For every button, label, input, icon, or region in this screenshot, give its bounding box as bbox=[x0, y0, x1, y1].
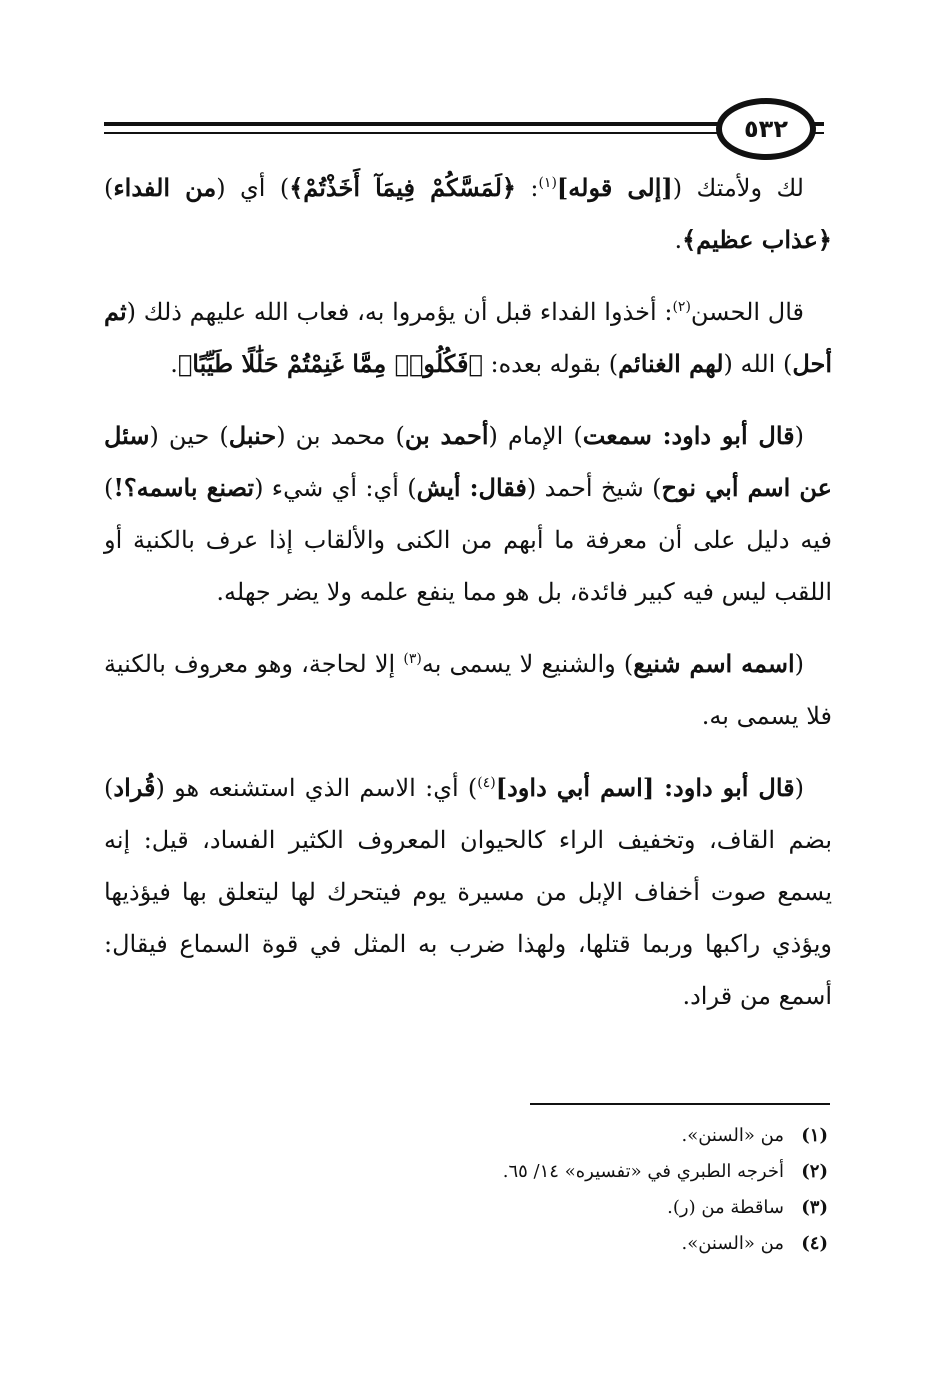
text-run: ثم أحل bbox=[104, 297, 832, 378]
text-run: : bbox=[515, 174, 539, 202]
text-run: ) bbox=[104, 174, 114, 202]
text-run: ) أي: الاسم الذي استشنعه هو ( bbox=[155, 774, 478, 802]
text-run: سئل عن اسم أبي نوح bbox=[104, 421, 833, 502]
text-run: ) محمد بن ( bbox=[276, 422, 405, 450]
text-run: ) والشنيع لا يسمى به bbox=[421, 650, 634, 678]
footnote-number: (٣) bbox=[801, 1197, 828, 1218]
text-run: ) الإمام ( bbox=[488, 422, 583, 450]
quran-quote: ﴿فَكُلُوا۟ مِمَّا غَنِمْتُمْ حَلَٰلًا طَيِّبًا﴾ bbox=[177, 349, 483, 378]
text-run: ) بقوله بعده: bbox=[482, 350, 619, 378]
text-run: من الفداء bbox=[113, 173, 217, 202]
footnote-divider bbox=[530, 1103, 830, 1105]
quran-quote: ﴿لَمَسَّكُمْ فِيمَآ أَخَذْتُمْ﴾ bbox=[289, 173, 516, 202]
text-run: قال أبو داود: [اسم أبي داود] bbox=[495, 773, 795, 802]
text-run: ( bbox=[794, 422, 805, 450]
text-run: لك ولأمتك ( bbox=[672, 174, 804, 202]
footnotes bbox=[104, 1118, 828, 1262]
text-run: ) فيه دليل على أن معرفة ما أبهم من الكنى والألقاب إذا عرف بالكنية أو اللقب ليس فيه كبير فائدة، بل هو مما ينفع علمه ولا يضر جهله. bbox=[104, 474, 832, 606]
text-run: ) حين ( bbox=[149, 422, 229, 450]
text-run: [إلى قوله] bbox=[556, 173, 673, 202]
text-run: إلا لحاجة، وهو معروف بالكنية فلا يسمى به. bbox=[104, 650, 832, 730]
text-run: قُراد bbox=[113, 773, 156, 802]
footnote-text: من «السنن». bbox=[681, 1125, 784, 1146]
footnote-text: من «السنن». bbox=[681, 1233, 784, 1254]
footnote-ref: (١) bbox=[538, 175, 557, 191]
body-text bbox=[104, 162, 832, 1042]
footnote-ref: (٢) bbox=[672, 299, 691, 315]
paragraph bbox=[104, 410, 832, 618]
text-run: ) الله ( bbox=[723, 350, 793, 378]
text-run: . bbox=[170, 350, 178, 378]
text-run: ( bbox=[794, 774, 805, 802]
text-run: قال الحسن bbox=[690, 298, 804, 326]
footnote-item bbox=[104, 1190, 828, 1226]
text-run: ) شيخ أحمد ( bbox=[526, 474, 662, 502]
quran-quote: ﴿عذاب عظيم﴾ bbox=[682, 225, 832, 254]
text-run: لهم الغنائم bbox=[618, 349, 724, 378]
text-run: ) أي: أي شيء ( bbox=[254, 474, 417, 502]
page-number-badge bbox=[716, 98, 816, 160]
text-run: فقال: أيش bbox=[416, 473, 527, 502]
footnote-number: (١) bbox=[801, 1125, 828, 1146]
text-run: : أخذوا الفداء قبل أن يؤمروا به، فعاب الله عليهم ذلك ( bbox=[126, 298, 673, 326]
text-run: قال أبو داود: سمعت bbox=[582, 421, 795, 450]
paragraph bbox=[104, 762, 832, 1022]
footnote-ref: (٤) bbox=[477, 775, 496, 791]
text-run: اسمه اسم شنيع bbox=[633, 649, 795, 678]
text-run: . bbox=[674, 226, 683, 254]
text-run: أحمد بن bbox=[404, 421, 489, 450]
footnote-text: ساقطة من (ر). bbox=[667, 1197, 784, 1218]
footnote-item bbox=[104, 1118, 828, 1154]
paragraph bbox=[104, 286, 832, 390]
footnote-number: (٢) bbox=[801, 1161, 828, 1182]
footnote-ref: (٣) bbox=[403, 651, 422, 667]
text-run: ) بضم القاف، وتخفيف الراء كالحيوان المعروف الكثير الفساد، قيل: إنه يسمع صوت أخفاف الإبل من مسيرة يوم فيتحرك لها ليتعلق بها فيؤذيها ويؤذي راكبها وربما قتلها، ولهذا ضرب به المثل في قوة السماع فيقال: أسمع من قراد. bbox=[104, 774, 832, 1010]
footnote-number: (٤) bbox=[801, 1233, 828, 1254]
footnote-text: أخرجه الطبري في «تفسيره» ١٤/ ٦٥. bbox=[502, 1161, 784, 1182]
paragraph bbox=[104, 162, 832, 266]
text-run: ) أي ( bbox=[216, 174, 290, 202]
footnote-item bbox=[104, 1226, 828, 1262]
paragraph bbox=[104, 638, 832, 742]
text-run: ( bbox=[794, 650, 804, 678]
footnote-item bbox=[104, 1154, 828, 1190]
text-run: تصنع باسمه؟! bbox=[113, 473, 255, 502]
text-run: حنبل bbox=[228, 421, 277, 450]
page-number: ٥٣٢ bbox=[744, 115, 788, 143]
